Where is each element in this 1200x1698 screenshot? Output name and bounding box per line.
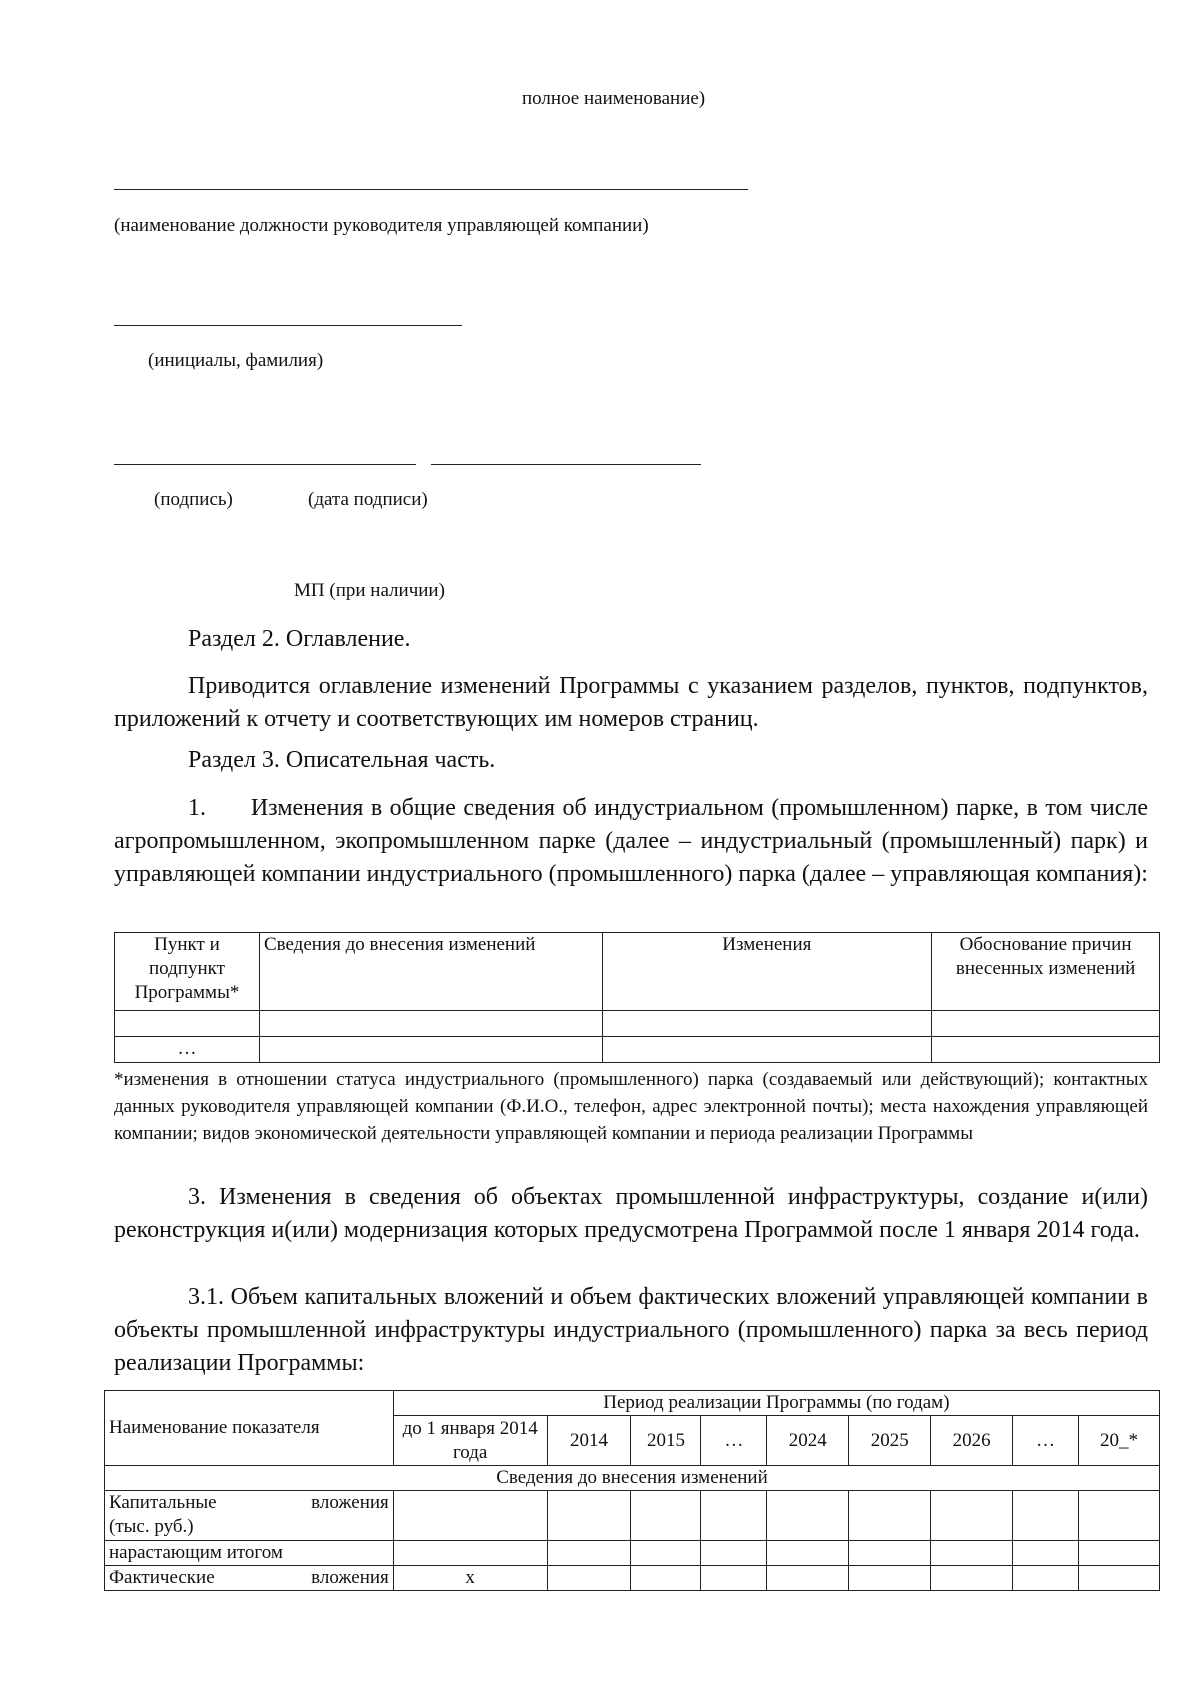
table1-header-changes: Изменения [602, 933, 932, 1011]
table1-cell [932, 1037, 1160, 1063]
table2-cell [631, 1566, 701, 1591]
table1-ellipsis: … [115, 1037, 260, 1063]
table1-cell [259, 1011, 602, 1037]
table2-cell [547, 1541, 631, 1566]
row-actual-investments [105, 1566, 394, 1591]
table1-cell [932, 1011, 1160, 1037]
investments-table [104, 1390, 1160, 1591]
section2-title: Раздел 2. Оглавление. [188, 626, 411, 652]
date-caption: (дата подписи) [308, 489, 428, 510]
section3-title: Раздел 3. Описательная часть. [188, 747, 496, 773]
period-header: Период реализации Программы (по годам) [393, 1391, 1159, 1416]
year-header: до 1 января 2014 года [393, 1416, 547, 1466]
table2-cell [849, 1491, 931, 1541]
table2-cell [849, 1541, 931, 1566]
position-caption: (наименование должности руководителя управляющей компании) [114, 215, 649, 236]
section3-item1: 1. Изменения в общие сведения об индустриальном (промышленном) парке, в том числе агропромышленном, экопромышленном парке (далее – индустриальный (промышленный) парк) и управляющей компании индустриального (промышленного) парка (далее – управляющая компания): [114, 795, 1148, 887]
changes-table [114, 932, 1160, 1063]
signature-caption: (подпись) [154, 489, 233, 510]
table2-cell [1079, 1541, 1160, 1566]
actual-label-a: Фактические [109, 1567, 215, 1588]
year-header: 2015 [631, 1416, 701, 1466]
table2-cell [1013, 1566, 1079, 1591]
table2-cell [393, 1491, 547, 1541]
year-header: … [1013, 1416, 1079, 1466]
table2-cell [701, 1491, 767, 1541]
table1-cell [602, 1037, 932, 1063]
table2-cell [393, 1541, 547, 1566]
section2-text: Приводится оглавление изменений Программы с указанием разделов, пунктов, подпунктов, приложений к отчету и соответствующих им номеров страниц. [114, 673, 1148, 732]
table2-cell [631, 1491, 701, 1541]
table2-cell [547, 1566, 631, 1591]
table2-cell [701, 1566, 767, 1591]
table2-cell [931, 1541, 1013, 1566]
capital-label-c: (тыс. руб.) [109, 1516, 194, 1537]
year-header: 2026 [931, 1416, 1013, 1466]
year-header: … [701, 1416, 767, 1466]
subheader-before-changes: Сведения до внесения изменений [105, 1466, 1160, 1491]
year-header: 2014 [547, 1416, 631, 1466]
table2-cell [1079, 1491, 1160, 1541]
initials-caption: (инициалы, фамилия) [148, 350, 324, 371]
table2-cell [767, 1566, 849, 1591]
initials-line [114, 325, 462, 326]
table1-footnote: *изменения в отношении статуса индустриального (промышленного) парка (создаваемый или действующий); контактных данных руководителя управляющей компании (Ф.И.О., телефон, адрес электронной почты); места нахождения управляющей компании; видов экономической деятельности управляющей компании и периода реализации Программы [114, 1069, 1148, 1144]
table2-cell [547, 1491, 631, 1541]
date-line [431, 464, 701, 465]
actual-x-mark: х [393, 1566, 547, 1591]
position-line [114, 189, 748, 190]
table2-cell [849, 1566, 931, 1591]
table1-cell [115, 1011, 260, 1037]
year-header: 2024 [767, 1416, 849, 1466]
capital-label-b: вложения [311, 1492, 389, 1513]
row-capital-investments [105, 1491, 394, 1541]
table2-cell [1013, 1541, 1079, 1566]
section3-item3: 3. Изменения в сведения об объектах промышленной инфраструктуры, создание и(или) реконструкция и(или) модернизация которых предусмотрена Программой после 1 января 2014 года. [114, 1184, 1148, 1243]
table1-cell [259, 1037, 602, 1063]
table1-header-before: Сведения до внесения изменений [259, 933, 602, 1011]
indicator-header: Наименование показателя [105, 1391, 394, 1466]
row-cumulative: нарастающим итогом [105, 1541, 394, 1566]
signature-line [114, 464, 416, 465]
table2-cell [931, 1566, 1013, 1591]
table2-cell [931, 1491, 1013, 1541]
table2-cell [1079, 1566, 1160, 1591]
table2-cell [767, 1541, 849, 1566]
table2-cell [701, 1541, 767, 1566]
table2-cell [631, 1541, 701, 1566]
year-header: 2025 [849, 1416, 931, 1466]
table1-header-reason: Обоснование причин внесенных изменений [932, 933, 1160, 1011]
table1-header-point: Пункт и подпункт Программы* [115, 933, 260, 1011]
full-name-caption: полное наименование) [522, 88, 706, 109]
table1-cell [602, 1011, 932, 1037]
capital-label-a: Капитальные [109, 1492, 217, 1513]
table2-cell [767, 1491, 849, 1541]
stamp-caption: МП (при наличии) [294, 580, 445, 601]
table2-cell [1013, 1491, 1079, 1541]
section3-item3-1: 3.1. Объем капитальных вложений и объем фактических вложений управляющей компании в объекты промышленной инфраструктуры индустриального (промышленного) парка за весь период реализации Программы: [114, 1284, 1148, 1376]
year-header: 20_* [1079, 1416, 1160, 1466]
actual-label-b: вложения [311, 1567, 389, 1588]
